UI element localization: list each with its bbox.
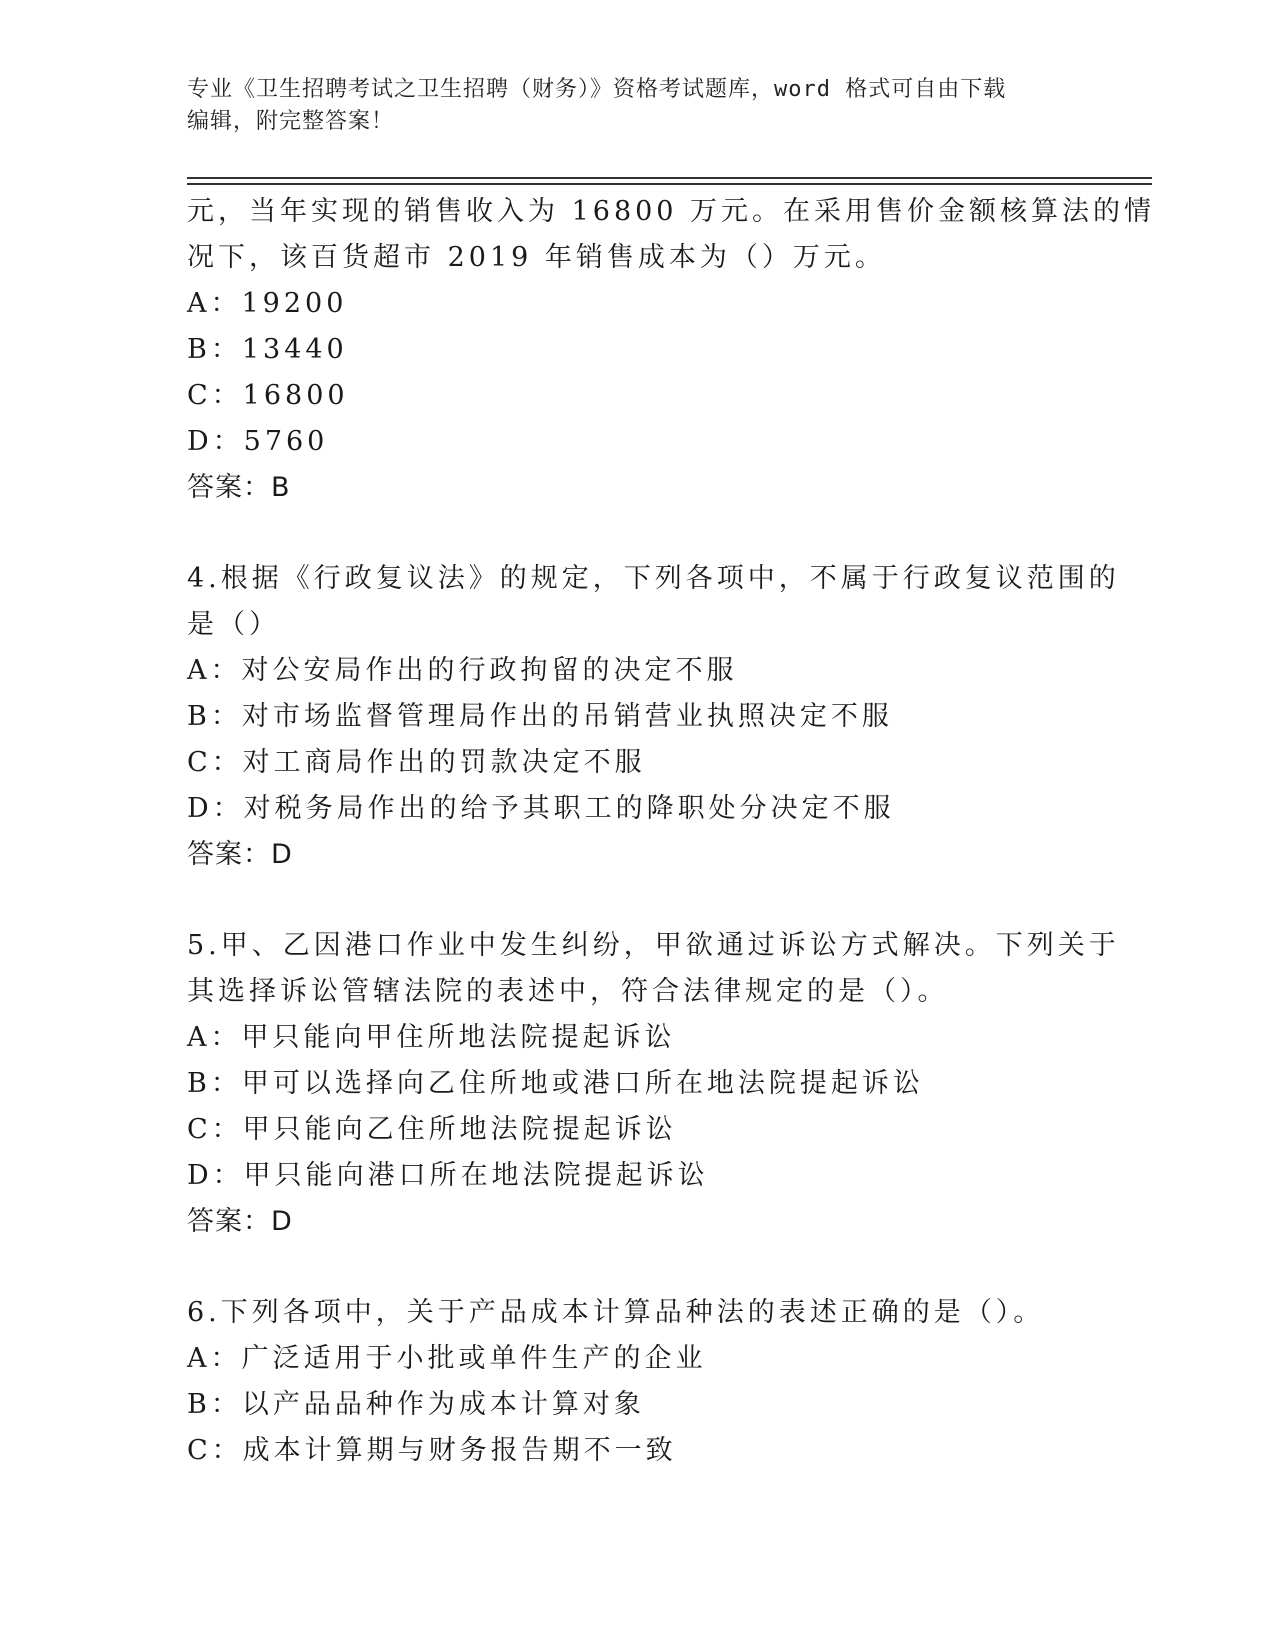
question-stem-line: 其选择诉讼管辖法院的表述中，符合法律规定的是（）。 [187,976,949,1007]
answer-line: 答案：D [187,1206,293,1237]
option-c: C：成本计算期与财务报告期不一致 [187,1435,677,1466]
document-header [187,74,1067,138]
option-a: A：对公安局作出的行政拘留的决定不服 [187,655,738,686]
question-3 [187,189,1156,511]
option-a: A：甲只能向甲住所地法院提起诉讼 [187,1022,676,1053]
option-c: C：对工商局作出的罚款决定不服 [187,747,646,778]
question-5 [187,923,1120,1245]
question-stem-line: 6.下列各项中，关于产品成本计算品种法的表述正确的是（）。 [187,1297,1045,1328]
header-line-1: 专业《卫生招聘考试之卫生招聘（财务）》资格考试题库，word 格式可自由下载 [187,77,1007,102]
option-b: B：13440 [187,334,348,365]
option-a: A：19200 [187,288,348,319]
spacer [187,1245,1087,1290]
option-b: B：以产品品种作为成本计算对象 [187,1389,645,1420]
option-b: B：甲可以选择向乙住所地或港口所在地法院提起诉讼 [187,1068,924,1099]
option-b: B：对市场监督管理局作出的吊销营业执照决定不服 [187,701,893,732]
document-body [187,189,1156,1474]
spacer [187,511,1087,556]
option-d: D：对税务局作出的给予其职工的降职处分决定不服 [187,793,895,824]
question-6 [187,1290,1087,1474]
option-d: D：5760 [187,426,329,457]
question-stem-line: 5.甲、乙因港口作业中发生纠纷，甲欲通过诉讼方式解决。下列关于 [187,930,1120,961]
option-d: D：甲只能向港口所在地法院提起诉讼 [187,1160,709,1191]
question-stem-line: 4.根据《行政复议法》的规定，下列各项中，不属于行政复议范围的 [187,563,1120,594]
question-stem-line: 是（） [187,609,280,640]
answer-line: 答案：B [187,472,291,503]
answer-line: 答案：D [187,839,293,870]
question-stem-line: 况下，该百货超市 2019 年销售成本为（）万元。 [187,242,886,273]
option-a: A：广泛适用于小批或单件生产的企业 [187,1343,707,1374]
option-c: C：甲只能向乙住所地法院提起诉讼 [187,1114,677,1145]
header-divider-top [187,177,1152,179]
header-line-2: 编辑，附完整答案！ [187,109,395,134]
question-stem-line: 元，当年实现的销售收入为 16800 万元。在采用售价金额核算法的情 [187,196,1156,227]
header-divider-bottom [187,183,1152,185]
spacer [187,878,1087,923]
option-c: C：16800 [187,380,349,411]
question-4 [187,556,1120,878]
